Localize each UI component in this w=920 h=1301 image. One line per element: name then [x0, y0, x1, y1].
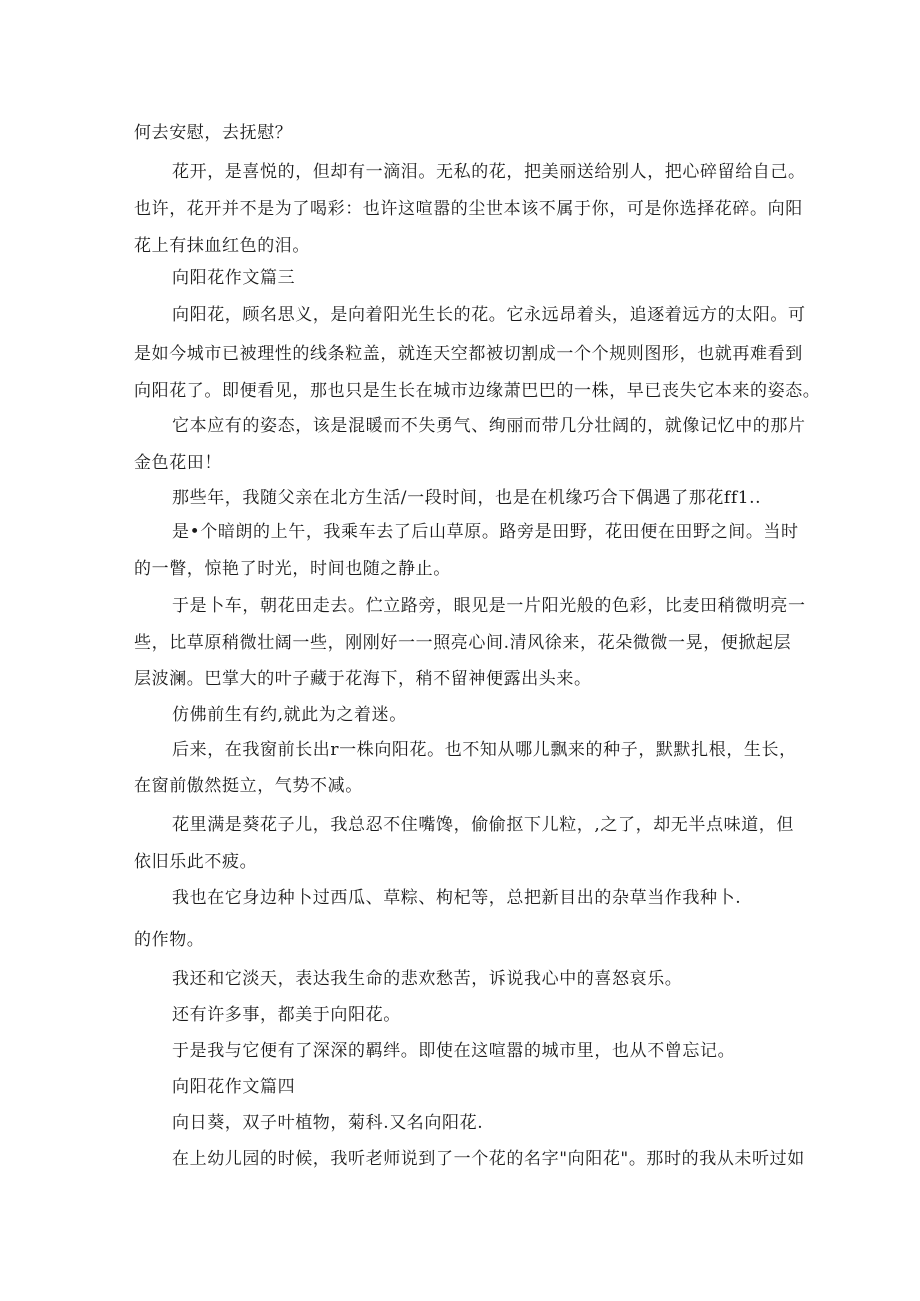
paragraph-line: 还有许多事，都美于向阳花。	[172, 1005, 401, 1025]
paragraph-line: 何去安慰，去抚慰？	[134, 123, 293, 143]
paragraph-line: 层波澜。巴掌大的叶子藏于花海下，稍不留神便露出头来。	[134, 669, 592, 689]
paragraph-line: 我还和它淡天，表达我生命的悲欢愁苦，诉说我心中的喜怒哀乐。	[172, 969, 683, 989]
section-heading: 向阳花作文篇四	[172, 1077, 296, 1097]
paragraph-line: 的一瞥，惊艳了时光，时间也随之静止。	[134, 559, 451, 579]
paragraph-line: 我也在它身边种卜过西瓜、草粽、枸杞等，总把新目出的杂草当作我种卜.	[172, 888, 742, 908]
paragraph-line: 些，比草原稍微壮阔一些，刚刚好一一照亮心间.清风徐来，花朵微微一晃，便掀起层	[134, 633, 792, 653]
paragraph-line: 金色花田！	[134, 453, 222, 473]
paragraph-line: 花里满是葵花子儿，我总忍不住嘴馋，偷偷抠下儿粒，,之了，却无半点味道，但	[172, 815, 795, 835]
paragraph-line: 的作物。	[134, 930, 205, 950]
section-heading: 向阳花作文篇三	[172, 268, 296, 288]
paragraph-line: 那些年，我随父亲在北方生活/一段时间，也是在机缘巧合下偶遇了那花ff1..	[172, 488, 762, 508]
paragraph-line: 于是我与它便有了深深的羁绊。即使在这喧嚣的城市里，也从不曾忘记。	[172, 1041, 736, 1061]
paragraph-line: 向日葵，双子叶植物，菊科.又名向阳花.	[172, 1113, 484, 1133]
paragraph-line: 也许，花开并不是为了喝彩：也许这喧嚣的尘世本该不属于你，可是你选择花碎。向阳	[134, 199, 803, 219]
paragraph-line: 是•个暗朗的上午，我乘车去了后山草原。路旁是田野，花田便在田野之间。当时	[172, 522, 799, 542]
paragraph-line: 依旧乐此不疲。	[134, 852, 258, 872]
paragraph-line: 在上幼儿园的时候，我听老师说到了一个花的名字"向阳花"。那时的我从未听过如	[172, 1149, 805, 1169]
paragraph-line: 于是卜车，朝花田走去。伫立路旁，眼见是一片阳光般的色彩，比麦田稍微明亮一	[172, 596, 806, 616]
paragraph-line: 花上有抹血红色的泪。	[134, 236, 310, 256]
paragraph-line: 是如今城市已被理性的线条粒盖，就连天空都被切割成一个个规则图形，也就再难看到	[134, 344, 803, 364]
paragraph-line: 仿佛前生有约,就此为之着迷。	[172, 705, 407, 725]
paragraph-line: 它本应有的姿态，该是混暖而不失勇气、绚丽而带几分壮阔的，就像记忆中的那片	[172, 416, 806, 436]
paragraph-line: 向阳花了。即便看见，那也只是生长在城市边缘萧巴巴的一株，早已丧失它本来的姿态。	[134, 381, 821, 401]
paragraph-line: 花开，是喜悦的，但却有一滴泪。无私的花，把美丽送给别人，把心碎留给自己。	[172, 162, 806, 182]
paragraph-line: 后来，在我窗前长出r一株向阳花。也不知从哪儿飘来的种子，默默扎根，生长，	[172, 740, 797, 760]
paragraph-line: 向阳花，顾名思义，是向着阳光生长的花。它永远昂着头，追逐着远方的太阳。可	[172, 305, 806, 325]
paragraph-line: 在窗前傲然挺立，气势不减。	[134, 776, 363, 796]
